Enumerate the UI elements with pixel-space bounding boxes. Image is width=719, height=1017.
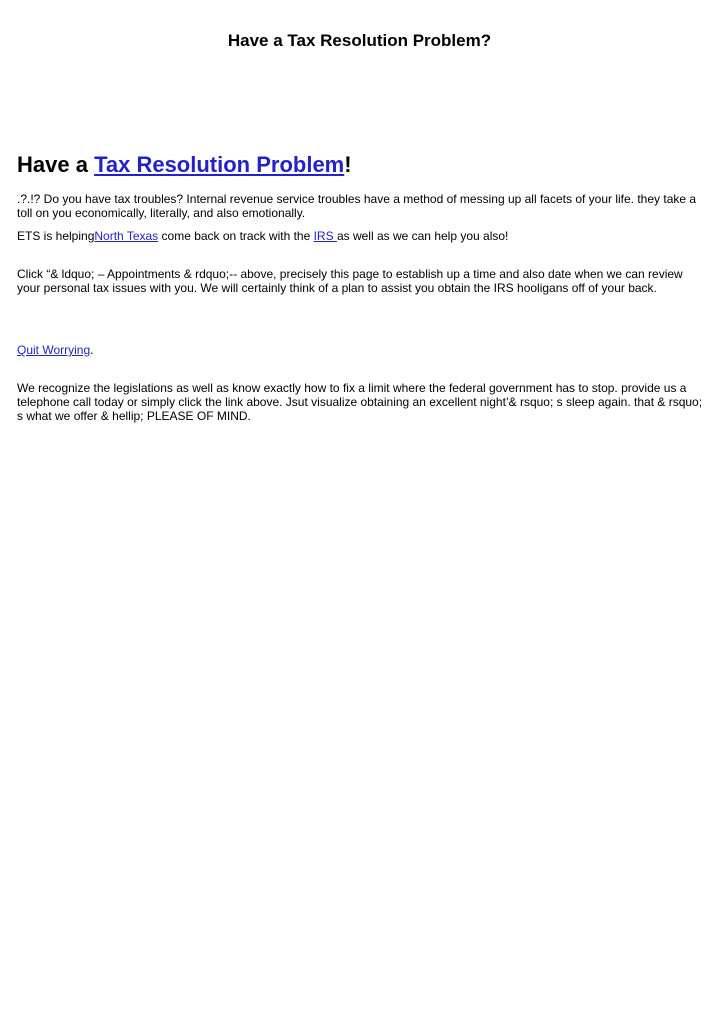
ets-text-start: ETS is helping (17, 229, 95, 243)
north-texas-link[interactable]: North Texas (94, 229, 159, 243)
quit-worrying-period: . (90, 343, 94, 357)
heading-prefix: Have a (17, 152, 95, 177)
legislation-paragraph: We recognize the legislations as well as know exactly how to fix a limit where the federal government has to stop. provide us a telephone call today or simply click the link above. Jsut visualize obtaining an excellent night’& rsquo; s sleep again. that & rsquo; s what we offer & hellip; PLEASE OF MIND. (17, 381, 703, 423)
quit-worrying-link[interactable]: Quit Worrying (17, 343, 91, 357)
ets-text-mid: come back on track with the (158, 229, 314, 243)
article-body (17, 150, 705, 423)
ets-text-end: as well as we can help you also! (336, 229, 509, 243)
quit-worrying-paragraph (17, 343, 705, 357)
appointments-paragraph: Click “& ldquo; – Appointments & rdquo;-- above, precisely this page to establish up a time and also date when we can review your personal tax issues with you. We will certainly think of a plan to assist you obtain the IRS hooligans off of your back. (17, 267, 683, 295)
irs-link[interactable]: IRS (313, 229, 337, 243)
heading-suffix: ! (344, 152, 352, 177)
main-heading (17, 150, 705, 180)
page-title: Have a Tax Resolution Problem? (227, 31, 492, 50)
ets-paragraph (17, 229, 705, 243)
tax-resolution-problem-link[interactable]: Tax Resolution Problem (94, 152, 345, 177)
intro-paragraph: .?.!? Do you have tax troubles? Internal revenue service troubles have a method of messing up all facets of your life. they take a toll on you economically, literally, and also emotionally. (17, 192, 697, 220)
